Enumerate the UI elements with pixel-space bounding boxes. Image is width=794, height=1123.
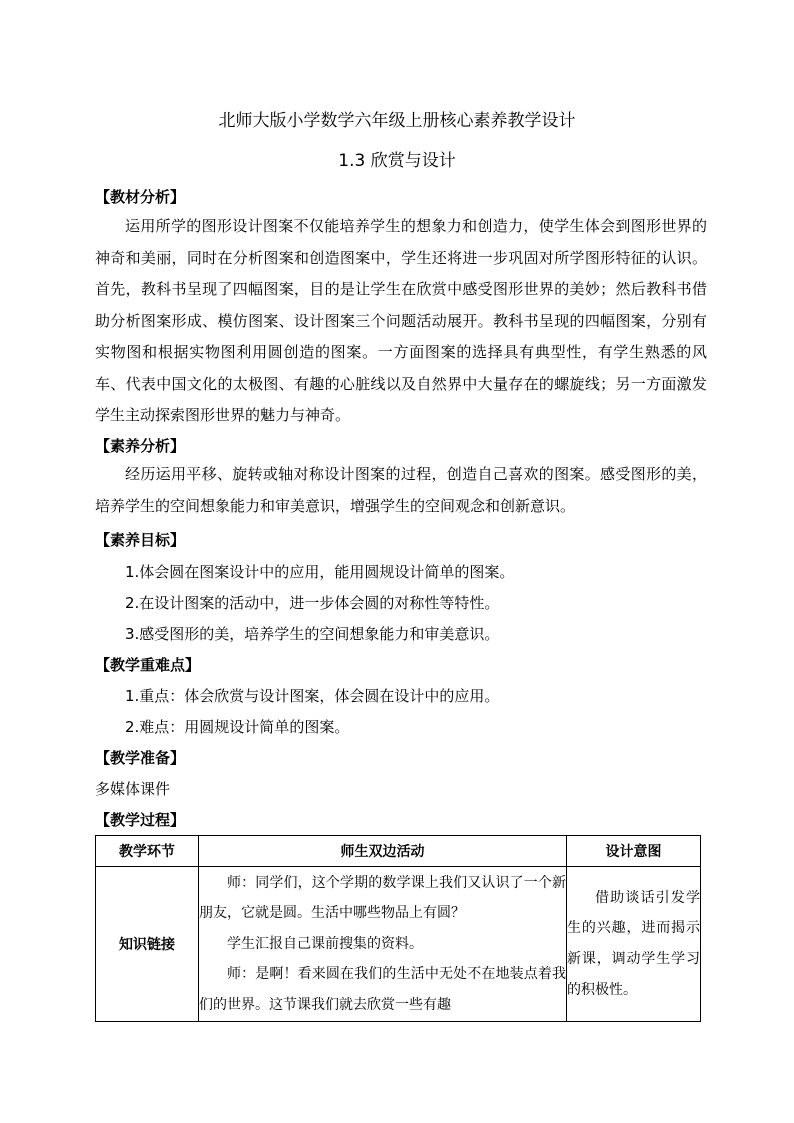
table-row [96, 867, 701, 1022]
activity-cell [199, 867, 567, 1022]
document-title: 北师大版小学数学六年级上册核心素养教学设计 [218, 111, 576, 131]
goal-item: 3.感受图形的美，培养学生的空间想象能力和审美意识。 [125, 625, 500, 643]
table-header-row [96, 836, 701, 867]
lesson-title: 1.3 欣赏与设计 [338, 151, 456, 171]
section-heading-keypoints: 【教学重难点】 [95, 656, 201, 674]
section-heading-goals: 【素养目标】 [95, 531, 186, 549]
column-header-stage: 教学环节 [96, 836, 199, 867]
column-header-activity: 师生双边活动 [199, 836, 567, 867]
intent-text: 借助谈话引发学生的兴趣，进而揭示新课，调动学生学习的积极性。 [567, 889, 700, 998]
section-heading-prep: 【教学准备】 [95, 749, 186, 767]
textbook-analysis-paragraph: 运用所学的图形设计图案不仅能培养学生的想象力和创造力，使学生体会到图形世界的神奇和美丽，同时在分析图案和创造图案中，学生还将进一步巩固对所学图形特征的认识。首先，教科书呈现了四幅图案，目的是让学生在欣赏中感受图形世界的美妙；然后教科书借助分析图案形成、模仿图案、设计图案三个问题活动展开。教科书呈现的四幅图案，分别有实物图和根据实物图利用圆创造的图案。一方面图案的选择具有典型性，有学生熟悉的风车、代表中国文化的太极图、有趣的心脏线以及自然界中大量存在的螺旋线；另一方面激发学生主动探索图形世界的魅力与神奇。 [95, 217, 707, 424]
activity-paragraph: 师：同学们，这个学期的数学课上我们又认识了一个新朋友，它就是圆。生活中哪些物品上有圆？ [199, 874, 566, 922]
section-heading-textbook: 【教材分析】 [95, 188, 186, 206]
teaching-process-table [95, 835, 701, 1022]
column-header-intent: 设计意图 [567, 836, 701, 867]
stage-cell: 知识链接 [96, 867, 199, 1022]
keypoint-item: 1.重点：体会欣赏与设计图案，体会圆在设计中的应用。 [125, 687, 500, 705]
prep-text: 多媒体课件 [95, 780, 171, 798]
keypoint-item: 2.难点：用圆规设计简单的图案。 [125, 718, 350, 736]
intent-cell [567, 867, 701, 1022]
activity-paragraph: 学生汇报自己课前搜集的资料。 [227, 935, 423, 952]
section-heading-process: 【教学过程】 [95, 811, 186, 829]
goal-item: 2.在设计图案的活动中，进一步体会圆的对称性等特性。 [125, 594, 500, 612]
section-heading-literacy: 【素养分析】 [95, 437, 186, 455]
activity-paragraph: 师：是啊！看来圆在我们的生活中无处不在地装点着我们的世界。这节课我们就去欣赏一些有趣 [199, 966, 566, 1013]
literacy-analysis-paragraph: 经历运用平移、旋转或轴对称设计图案的过程，创造自己喜欢的图案。感受图形的美，培养学生的空间想象能力和审美意识，增强学生的空间观念和创新意识。 [95, 465, 707, 515]
goal-item: 1.体会圆在图案设计中的应用，能用圆规设计简单的图案。 [125, 563, 515, 581]
